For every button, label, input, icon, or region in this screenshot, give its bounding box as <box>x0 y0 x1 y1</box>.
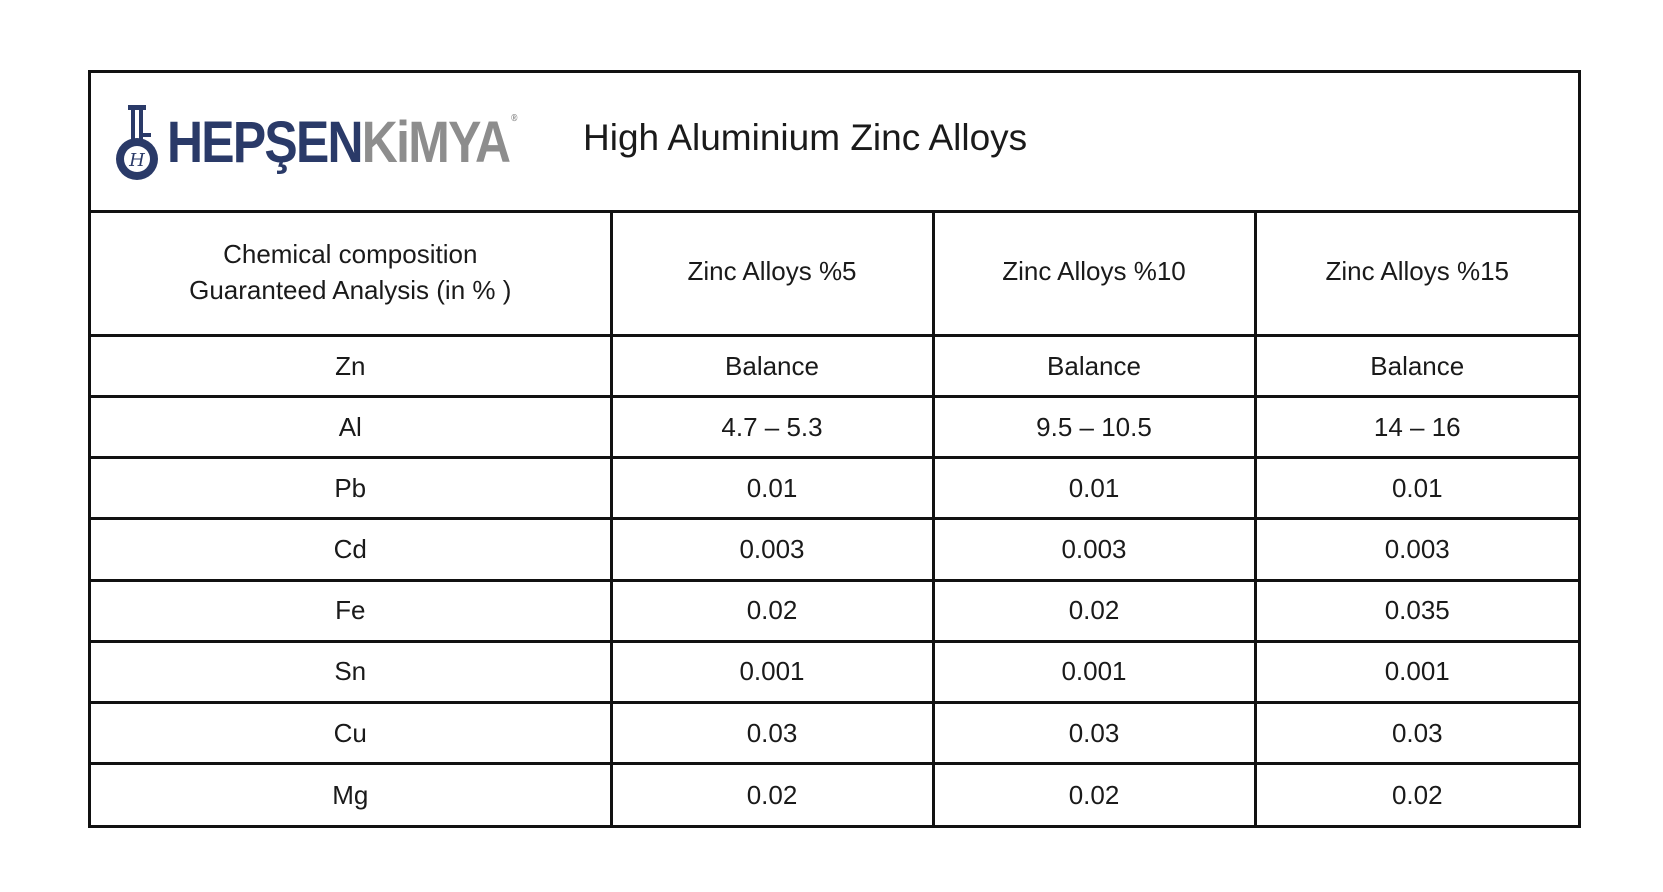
logo-brand-primary: HEPŞEN <box>167 110 362 175</box>
value-cell: 0.003 <box>1255 519 1578 580</box>
value-cell: 0.001 <box>611 641 933 702</box>
alloy-composition-table <box>91 210 1578 825</box>
value-cell: 0.003 <box>933 519 1255 580</box>
document-header <box>91 73 1578 213</box>
value-cell: 0.01 <box>933 458 1255 519</box>
table-row <box>91 764 1578 825</box>
value-cell: 0.02 <box>933 764 1255 825</box>
value-cell: 0.02 <box>1255 764 1578 825</box>
logo-mark-letter: H <box>129 150 145 171</box>
table-row <box>91 641 1578 702</box>
table-row <box>91 580 1578 641</box>
element-cell: Zn <box>91 335 611 396</box>
value-cell: 0.001 <box>1255 641 1578 702</box>
value-cell: 0.03 <box>1255 703 1578 764</box>
logo-wordmark <box>167 110 516 175</box>
logo-brand-secondary: KiMYA <box>361 110 510 175</box>
element-cell: Al <box>91 397 611 458</box>
value-cell: 0.01 <box>611 458 933 519</box>
composition-header <box>91 210 611 335</box>
value-cell: 0.02 <box>611 580 933 641</box>
page-title: High Aluminium Zinc Alloys <box>583 117 1028 158</box>
composition-header-line1: Chemical composition <box>223 238 478 269</box>
value-cell: 0.003 <box>611 519 933 580</box>
registered-mark: ® <box>511 113 516 124</box>
table-row <box>91 335 1578 396</box>
table-header-row <box>91 210 1578 335</box>
value-cell: 4.7 – 5.3 <box>611 397 933 458</box>
flask-logo-icon <box>111 103 163 183</box>
table-row <box>91 519 1578 580</box>
value-cell: 0.02 <box>933 580 1255 641</box>
value-cell: Balance <box>1255 335 1578 396</box>
value-cell: 0.001 <box>933 641 1255 702</box>
table-row <box>91 397 1578 458</box>
column-header-zinc-10: Zinc Alloys %10 <box>933 210 1255 335</box>
value-cell: 9.5 – 10.5 <box>933 397 1255 458</box>
element-cell: Cu <box>91 703 611 764</box>
element-cell: Pb <box>91 458 611 519</box>
element-cell: Mg <box>91 764 611 825</box>
element-cell: Fe <box>91 580 611 641</box>
composition-header-line2: Guaranteed Analysis (in % ) <box>189 274 512 305</box>
element-cell: Sn <box>91 641 611 702</box>
element-cell: Cd <box>91 519 611 580</box>
table-row <box>91 703 1578 764</box>
value-cell: Balance <box>611 335 933 396</box>
value-cell: 14 – 16 <box>1255 397 1578 458</box>
value-cell: 0.035 <box>1255 580 1578 641</box>
value-cell: 0.03 <box>611 703 933 764</box>
company-logo <box>111 103 572 183</box>
document-frame <box>88 70 1581 828</box>
value-cell: 0.01 <box>1255 458 1578 519</box>
column-header-zinc-15: Zinc Alloys %15 <box>1255 210 1578 335</box>
value-cell: Balance <box>933 335 1255 396</box>
value-cell: 0.03 <box>933 703 1255 764</box>
column-header-zinc-5: Zinc Alloys %5 <box>611 210 933 335</box>
table-row <box>91 458 1578 519</box>
value-cell: 0.02 <box>611 764 933 825</box>
